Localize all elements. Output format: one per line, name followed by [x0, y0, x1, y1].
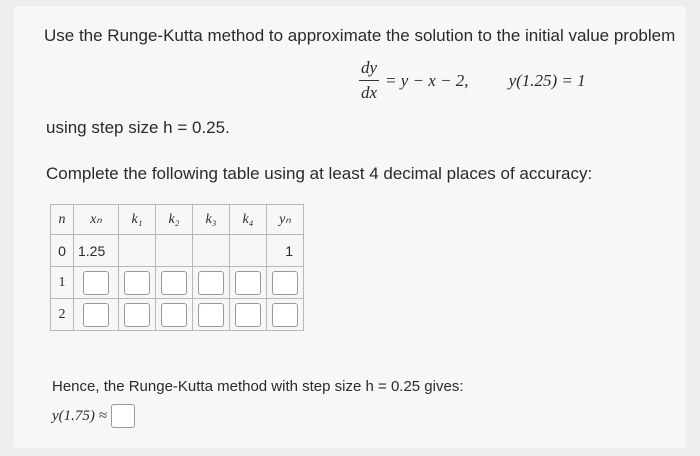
conclusion-text: Hence, the Runge-Kutta method with step size h = 0.25 gives: — [52, 378, 464, 395]
step-size-text: using step size h = 0.25. — [46, 118, 230, 137]
row1-k2-input[interactable] — [161, 271, 187, 295]
row2-k3-cell — [193, 299, 230, 331]
row2-k2-cell — [156, 299, 193, 331]
row1-x-cell — [74, 267, 119, 299]
row2-y-cell — [267, 299, 304, 331]
row2-y-input[interactable] — [272, 303, 298, 327]
row2-x-cell — [74, 299, 119, 331]
row0-k4 — [230, 235, 267, 267]
row2-k3-input[interactable] — [198, 303, 224, 327]
table-row — [51, 267, 304, 299]
table-row — [51, 235, 304, 267]
header-k4: k₄ — [230, 205, 267, 235]
row1-k1-cell — [119, 267, 156, 299]
row2-x-input[interactable] — [83, 303, 109, 327]
fraction-numerator: dy — [359, 58, 379, 81]
derivative-fraction — [359, 58, 379, 103]
row0-y: 1 — [267, 235, 304, 267]
header-x: xₙ — [74, 205, 119, 235]
row1-k4-cell — [230, 267, 267, 299]
header-k1: k₁ — [119, 205, 156, 235]
row1-k3-input[interactable] — [198, 271, 224, 295]
row2-n: 2 — [51, 299, 74, 331]
ode-equation — [359, 58, 586, 103]
runge-kutta-table — [50, 204, 304, 331]
row2-k4-cell — [230, 299, 267, 331]
header-n: n — [51, 205, 74, 235]
table-row — [51, 299, 304, 331]
row0-k3 — [193, 235, 230, 267]
intro-text: Use the Runge-Kutta method to approximate the solution to the initial value problem — [44, 26, 676, 45]
equation-rhs: = y − x − 2, — [385, 70, 469, 90]
row0-x: 1.25 — [74, 235, 119, 267]
table-header-row — [51, 205, 304, 235]
row1-k4-input[interactable] — [235, 271, 261, 295]
header-k2: k₂ — [156, 205, 193, 235]
fraction-denominator: dx — [361, 83, 378, 102]
row1-n: 1 — [51, 267, 74, 299]
row0-k2 — [156, 235, 193, 267]
answer-label: y(1.75) ≈ — [52, 407, 107, 424]
initial-condition: y(1.25) = 1 — [508, 70, 586, 90]
row0-n: 0 — [51, 235, 74, 267]
answer-input[interactable] — [111, 404, 135, 428]
table-instruction: Complete the following table using at least 4 decimal places of accuracy: — [46, 164, 593, 183]
row2-k1-cell — [119, 299, 156, 331]
question-panel — [14, 6, 686, 448]
row2-k1-input[interactable] — [124, 303, 150, 327]
row1-k2-cell — [156, 267, 193, 299]
answer-row — [52, 404, 135, 428]
header-y: yₙ — [267, 205, 304, 235]
row0-k1 — [119, 235, 156, 267]
row1-k3-cell — [193, 267, 230, 299]
row2-k4-input[interactable] — [235, 303, 261, 327]
row1-k1-input[interactable] — [124, 271, 150, 295]
row1-x-input[interactable] — [83, 271, 109, 295]
row1-y-cell — [267, 267, 304, 299]
header-k3: k₃ — [193, 205, 230, 235]
row2-k2-input[interactable] — [161, 303, 187, 327]
row1-y-input[interactable] — [272, 271, 298, 295]
